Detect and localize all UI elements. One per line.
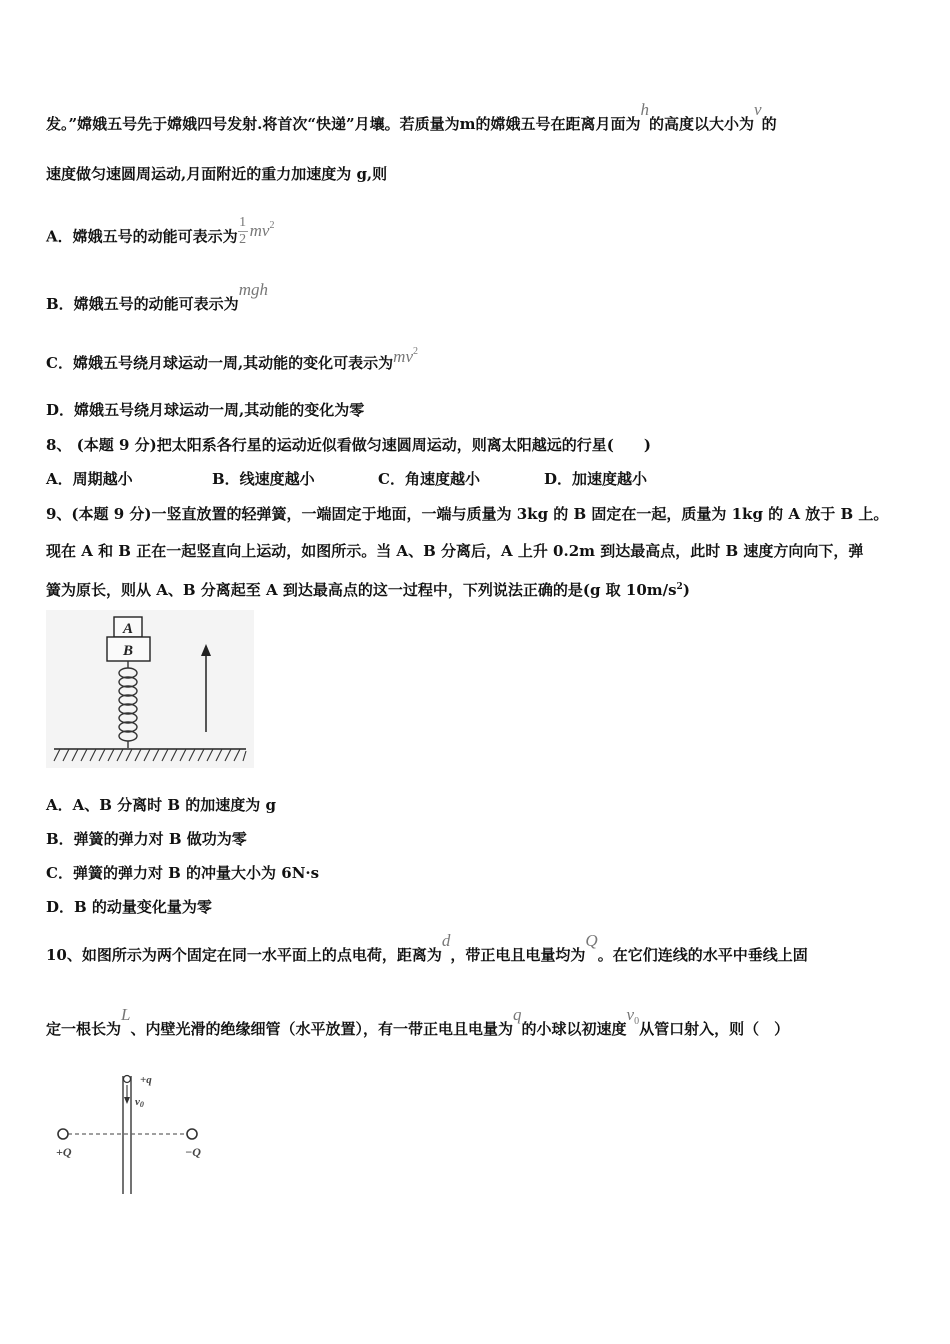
intro-m: m [459,115,476,133]
intro-line-2: 速度做匀速圆周运动,月面附近的重力加速度为 g,则 [46,165,388,183]
q8-options [46,469,647,489]
q9-superscript: 2 [676,582,683,592]
math-d: d [441,931,451,950]
intro-text-d: 的 [761,115,777,133]
q8-option-c: C．角速度越小 [378,470,480,488]
math-exp-2-c: 2 [413,346,418,357]
math-v0-v: v [626,1005,635,1024]
charges-tube-figure [52,1068,222,1200]
label-v0-v: v [135,1096,140,1108]
math-exp-2: 2 [269,219,275,231]
intro-line-1 [46,100,777,134]
math-v: v [754,100,762,119]
label-plus-q: +q [140,1074,152,1086]
fraction-numerator: 1 [239,215,247,230]
math-Q: Q [585,931,598,950]
q9-option-a: A．A、B 分离时 B 的加速度为 g [46,796,277,814]
velocity-arrow-icon [124,1085,130,1104]
label-v0 [135,1096,144,1109]
q9-stem-line-1: 9、(本题 9 分)一竖直放置的轻弹簧，一端固定于地面，一端与质量为 3kg 的 B 固定在一起，质量为 1kg 的 A 放于 B 上。 [46,505,889,523]
q9-stem-line-2: 现在 A 和 B 正在一起竖直向上运动，如图所示。当 A、B 分离后，A 上升 0.2m 到达最高点，此时 B 速度方向向下，弹 [46,542,864,560]
label-right-charge: −Q [185,1145,201,1159]
math-v0-sub: 0 [634,1016,640,1027]
q10-text-e: 、内壁光滑的绝缘细管（水平放置），有一带正电且电量为 [130,1020,513,1038]
q7-option-c [46,346,418,376]
q9-stem-text: 簧为原长，则从 A、B 分离起至 A 到达最高点的这一过程中，下列说法正确的是(g 取 10m/s [46,581,677,599]
math-h: h [640,100,649,119]
q8-stem: 8、 (本题 9 分)把太阳系各行星的运动近似看做匀速圆周运动，则离太阳越远的行星( ) [46,436,651,454]
math-mv: mv [249,220,270,240]
block-a-label: A [122,621,134,637]
q10-text-a: 10、如图所示为两个固定在同一水平面上的点电荷，距离为 [46,946,442,964]
q9-option-b: B．弹簧的弹力对 B 做功为零 [46,830,247,848]
q10-stem-line-1 [46,931,808,965]
q10-text-f: 的小球以初速度 [521,1020,627,1038]
q7-option-d: D．嫦娥五号绕月球运动一周,其动能的变化为零 [46,401,365,419]
block-b-label: B [122,643,134,659]
q7-option-c-text: C．嫦娥五号绕月球运动一周,其动能的变化可表示为 [46,354,394,372]
right-charge [187,1129,197,1139]
q10-stem-line-2 [46,1005,790,1042]
fraction-denominator: 2 [239,232,247,247]
q7-option-b-text: B．嫦娥五号的动能可表示为 [46,295,239,313]
intro-text-a: 发。”嫦娥五号先于嫦娥四号发射.将首次“快递”月壤。若质量为 [46,115,460,133]
math-mgh: mgh [238,280,268,299]
math-q: q [513,1005,522,1024]
label-left-charge: +Q [56,1145,72,1159]
q10-text-b: ，带正电且电量均为 [450,946,586,964]
q7-option-a-text: A．嫦娥五号的动能可表示为 [46,227,238,246]
label-v0-sub: 0 [139,1100,144,1109]
fraction-one-half [238,216,248,247]
q7-option-a [46,215,275,253]
q9-option-d: D．B 的动量变化量为零 [46,898,212,916]
q9-stem-line-3 [46,577,690,600]
q9-option-c: C．弹簧的弹力对 B 的冲量大小为 6N·s [46,864,320,882]
math-v0 [626,1005,640,1027]
q10-text-c: 。在它们连线的水平中垂线上固 [597,946,808,964]
q7-option-b [46,280,268,314]
math-mv-c: mv [393,347,413,366]
q8-option-d: D．加速度越小 [544,470,648,488]
ball-q [124,1076,131,1083]
intro-text-c: 的高度以大小为 [649,115,755,133]
left-charge [58,1129,68,1139]
spring-blocks-figure [46,610,254,768]
intro-text-b: 的嫦娥五号在距离月面为 [475,115,641,133]
q8-option-b: B．线速度越小 [212,470,315,488]
math-L: L [121,1005,131,1024]
q10-text-g: 从管口射入，则（ ） [639,1020,790,1038]
figure-background [46,610,254,768]
q9-stem-close: ) [682,581,690,599]
q8-option-a: A．周期越小 [46,470,133,488]
q10-text-d: 定一根长为 [46,1020,122,1038]
